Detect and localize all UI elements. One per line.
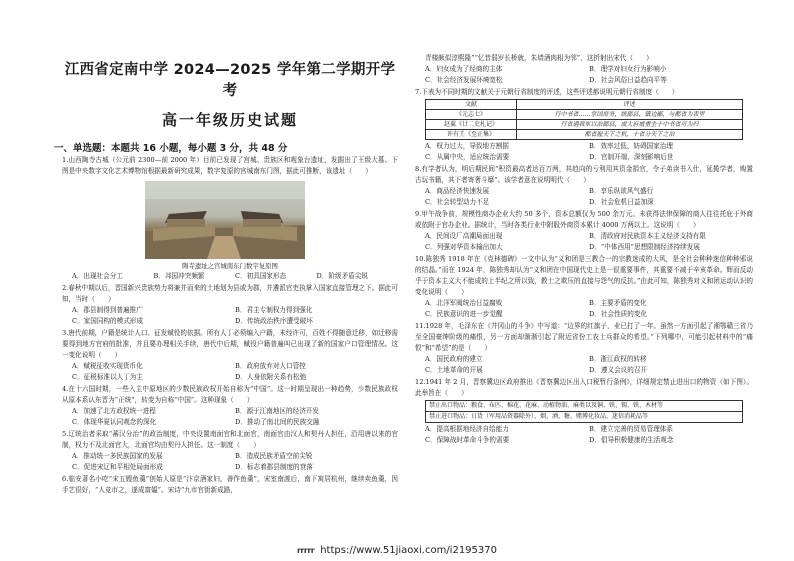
option-b: B．君主专制权力得到强化 — [235, 306, 313, 314]
question-number: 2. — [62, 284, 69, 292]
options-q8 — [415, 186, 753, 208]
question-number: 12. — [415, 378, 426, 386]
question-number: 5. — [62, 430, 69, 438]
option-b: B．建立完善的贸易管理体系 — [589, 425, 673, 433]
options-q5 — [62, 451, 398, 473]
option-a: A．权力过大，导致地方割据 — [425, 142, 509, 150]
table-header-row — [426, 100, 743, 110]
option-b: B．浙江政权的转移 — [589, 355, 647, 363]
question-6-continued: 青楼颇似淳熙隆”“忆昔弱岁长桥就，朱墙酒肉相为邻”，这折射出宋代（ ） — [425, 54, 653, 62]
question-stem: 在十六国时期，一些入主中原地区的少数民族政权开始自称为“中国”。这一时期呈现出一种趋势，少数民族政权从原本系认东晋为“正统”，转变为自称“中国”。这种现象（ ） — [62, 385, 398, 404]
option-a: A．赋税征收实现货币化 — [72, 362, 143, 370]
option-a: A．提高根据地经济自给能力 — [425, 425, 509, 433]
option-d: D．倡导积极健康的生活观念 — [589, 436, 674, 444]
question-11 — [415, 321, 753, 354]
option-d: D．传统政治秩序遭受破坏 — [235, 317, 313, 325]
option-c: C．民族意识的进一步觉醒 — [425, 310, 503, 318]
options-q1 — [62, 271, 398, 282]
option-c: C．从属中央，适应统治需要 — [425, 153, 510, 161]
table-row — [426, 401, 743, 412]
image-caption: 陶寺遗址之宫城南东门数字复原图 — [182, 262, 278, 270]
option-d: D．“中体西用”思想限制经济持续发展 — [589, 243, 700, 251]
question-stem: 1928 年，毛泽东在《井冈山的斗争》中写道：“边界的红旗子，业已打了一年。虽然一方面引起了湘鄂赣三省乃至全国豪绅阶级的痛恨，另一方面却渐渐引起了附近省份工农士兵群众的希望。”下列哪中，可能引起材料中的“痛恨”和“希望”的是（ ） — [415, 322, 753, 352]
question-stem: 辽统治者采取“蕃汉分治”的政治制度，中央设置南面官和北面官，南面官由汉人和契丹人担任，沿用唐以来的官制，权力不及北面官大，北面官均由契丹人担任。这一制度（ ） — [62, 430, 398, 449]
question-12 — [415, 377, 753, 399]
option-b: B．造成民族矛盾空前尖锐 — [235, 452, 313, 460]
option-d: D．遵义会议的召开 — [589, 366, 648, 374]
option-a: A．郡县制得到普遍推广 — [72, 306, 143, 314]
question-8 — [415, 164, 753, 186]
question-number: 6. — [62, 475, 69, 483]
option-c: C．征税标准以人丁为主 — [72, 373, 143, 381]
option-b: B．清政府对民族资本主义经济支持有限 — [589, 232, 706, 240]
table-cell: 都省握天下之机，十省分天下之治 — [517, 130, 743, 140]
question-number: 11. — [415, 322, 426, 330]
question-number: 3. — [62, 329, 69, 337]
question-number: 9. — [415, 210, 422, 218]
question-number: 8. — [415, 165, 422, 173]
option-a: A．民间设厂高潮局面出现 — [425, 232, 503, 240]
options-q11 — [415, 354, 753, 376]
question-number: 10. — [415, 255, 426, 263]
option-b: B．政府放弃对人口管控 — [235, 362, 306, 370]
page-footer — [0, 545, 794, 556]
option-c: C．社会经济发展环境宽松 — [425, 76, 503, 84]
option-b: B．主要矛盾的变化 — [589, 299, 647, 307]
table-row — [426, 412, 743, 423]
table-cell: 禁止出口物品：粮食、布匹、棉花、花麻、动植物油、麻类以及铜、铁、锡、铁、木材等 — [426, 401, 743, 412]
option-c: C．家国同构的模式形成 — [72, 317, 143, 325]
option-b: B．享乐纵欲风气盛行 — [589, 187, 654, 195]
table-row — [426, 110, 743, 120]
question-number: 7. — [415, 88, 422, 96]
question-stem: 1941 年 2 月，晋察冀边区政府推出《晋察冀边区出入口税暂行条例》，详细规定禁止进出口的物资（如下图）。此举旨在（ ） — [415, 378, 753, 397]
question-stem: 甲午战争前，规模性商办企业大约 50 多个，资本总额仅为 500 余万元。未获得法律保障的商人往往托庇于外商或依附于官办企业。据统计，当时各类行业中附股外商资本累计 4000 万两以上。这说明（ ） — [415, 210, 753, 229]
question-5 — [62, 429, 398, 451]
option-b: B．源于江南地区的经济开发 — [235, 407, 319, 415]
question-stem: 山西陶寺古城（公元前 2300—前 2000 年）目前已发现了宫城、贵族区和观象台遗址，发掘出了王级大墓。下图是中央数字文化艺术博物馆根据最新研究成果，数字复原的宫城南东门图，据此可推断，该遗址（ ） — [62, 156, 398, 175]
option-b: B．理学对妇女行为影响小 — [589, 65, 667, 73]
options-q3 — [62, 361, 398, 383]
options-q9 — [415, 231, 753, 253]
table-cell: 赵翼《廿二史札记》 — [426, 120, 517, 130]
table-row — [426, 130, 743, 140]
option-d: D．社会性质的变化 — [589, 310, 648, 318]
options-q7 — [415, 141, 753, 163]
option-a: A．推动统一多民族国家的发展 — [72, 452, 163, 460]
options-q6 — [415, 64, 753, 86]
option-c: C．初具国家形态 — [235, 272, 287, 280]
option-d: D．人身依附关系有松弛 — [235, 373, 307, 381]
table-cell: 禁止进口物品：日货（军用品资器除外）、烟、酒、糖、赌博化妆品、迷信消耗品等 — [426, 412, 743, 423]
left-column — [54, 0, 398, 496]
question-1 — [62, 155, 398, 177]
option-d: D．标志着郡县制度的衰落 — [235, 463, 313, 471]
option-c: C．保障战时革命斗争的需要 — [425, 436, 510, 444]
table-cell: 行省遇我军以治郡县，成大府威重坐于中书省可为归 — [517, 120, 743, 130]
gate-illustration — [145, 181, 305, 259]
question-stem: 唐代前期，户籍是统计人口、征发赋役的依据。所有人丁必须编入户籍，未经许可，百姓不得随意迁移，如迁移需要得到地方官府的批准，并且要办理相关手续，唐代中后期，赋役户籍普遍叫已出现了新的国家户口管理情况。这一变化说明（ ） — [62, 329, 398, 359]
option-a: A．商品经济快速发展 — [425, 187, 490, 195]
commentary-table — [425, 99, 743, 140]
option-a: A．加速了北方政权统一进程 — [72, 407, 156, 415]
option-d: D．社会危机日益加深 — [589, 198, 654, 206]
option-d: D．推动了南北间的民族交融 — [235, 418, 320, 426]
question-2 — [62, 283, 398, 305]
option-d: D．社会风俗日益趋向平等 — [589, 76, 667, 84]
question-7 — [415, 87, 753, 98]
question-4 — [62, 384, 398, 406]
option-a: A．出现社会分工 — [72, 272, 123, 280]
table-header: 评述 — [517, 100, 743, 110]
options-q2 — [62, 305, 398, 327]
site-logo: rrrrr — [296, 546, 315, 555]
source-url[interactable]: https://www.51jiaoxi.com/i2195370 — [320, 545, 497, 556]
question-stem: 陈独秀 1918 年在《克林德碑》一文中认为“义和团是三教合一的宗教迷成的大风，是全社会种种迷信种种邪说的结晶。”而在 1924 年，陈独秀却认为“义和团在中国现代史上是一很重要事件，其重要不减于辛亥革命。辉而反动乎于资本主义大不能成的上半纪之所以致，教士之欺压的直接与怨气的反抗。”由此可知，陈独秀对义和团运动认识的变化说明（ ） — [415, 255, 753, 296]
trade-rules-box — [425, 400, 743, 423]
table-cell: 许有壬《至正集》 — [426, 130, 517, 140]
question-10 — [415, 254, 753, 298]
options-q4 — [62, 406, 398, 428]
table-cell: 行中书省……掌国庶务，统郡县，镇边鄙，与都省为表里 — [517, 110, 743, 120]
question-stem: 下表为不同时期的文献关于元朝行省制度的评述，这些评述都说明元朝行省制度（ ） — [421, 88, 679, 96]
question-9 — [415, 209, 753, 231]
question-number: 1. — [62, 156, 69, 164]
option-b: B．邦国冲突频繁 — [153, 272, 205, 280]
option-d: D．官制开端，深刻影响后世 — [589, 153, 674, 161]
option-c: C．体现华夏认同观念的深化 — [72, 418, 157, 426]
options-q10 — [415, 298, 753, 320]
option-c: C．促进宋辽和平相处局面形成 — [72, 463, 163, 471]
option-c: C．列强对华资本输出加大 — [425, 243, 503, 251]
right-column — [415, 0, 753, 446]
exam-title: 江西省定南中学 2024—2025 学年第二学期开学考 — [64, 62, 396, 99]
question-stem: 春秋中期以后，晋国新兴贵族势力将兼并而来的土地划为县或为郡，并遴派官吏执掌入国家直接管理之下。据此可知，当时（ ） — [62, 284, 398, 303]
options-q12 — [415, 424, 753, 446]
question-stem: 临安著名小吃“宋五嫂鱼羹”创始人原是“汴京酒家妇，善作鱼羹”，宋室南渡后，南下寓居杭州，继续卖鱼羹，因手艺很好，“人竞市之，遂成富媪”。宋诗“九市官街新成路， — [62, 475, 398, 494]
option-a: A．北洋军阀统治日益腐败 — [425, 299, 503, 307]
option-a: A．妇女成为了经商的主体 — [425, 65, 503, 73]
question-3 — [62, 328, 398, 361]
option-a: A．国民政府的建立 — [425, 355, 483, 363]
option-c: C．土地革命的开展 — [425, 366, 483, 374]
option-b: B．效率过低，妨碍国家治理 — [589, 142, 673, 150]
section-heading: 一、单选题：本题共 16 小题，每小题 3 分，共 48 分 — [54, 143, 288, 154]
question-6 — [62, 474, 398, 496]
gate-reconstruction-image — [145, 181, 305, 259]
option-c: C．社会转型动力不足 — [425, 198, 490, 206]
question-stem: 有学者认为，明后期民间“积资最高者达百万两，其趋向的亏利用其资金捐官，令子弟读书入仕，延揽学者，购置古玩书籍，其下者寄奢斗靡”。该学者意在说明明代（ ） — [415, 165, 753, 184]
table-header: 文献 — [426, 100, 517, 110]
option-d: D．阶级矛盾尖锐 — [316, 272, 368, 280]
question-number: 4. — [62, 385, 69, 393]
table-cell: 《元志七》 — [426, 110, 517, 120]
exam-subtitle: 高一年级历史试题 — [161, 111, 298, 129]
table-row — [426, 120, 743, 130]
